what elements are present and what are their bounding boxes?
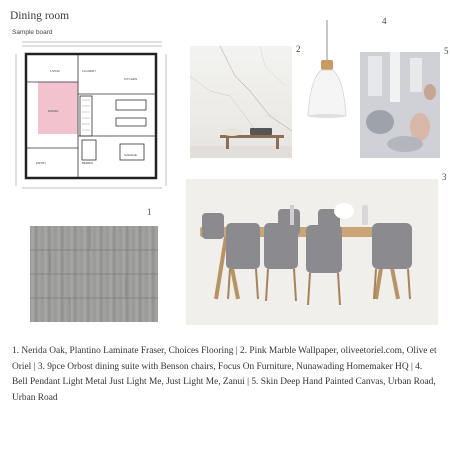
marble-wallpaper-image [190, 46, 292, 158]
bell-pendant-image [300, 20, 355, 130]
item-number-5: 5 [444, 46, 449, 56]
board-title: Dining room [10, 10, 70, 22]
canvas-artwork-image [360, 52, 440, 158]
floor-plan [12, 36, 170, 194]
plan-label-laundry: LAUNDRY [82, 69, 97, 73]
item-number-3: 3 [442, 172, 447, 182]
plan-label-kitchen: KITCHEN [124, 77, 138, 81]
canvas-painting [360, 52, 440, 158]
product-caption: 1. Nerida Oak, Plantino Laminate Fraser, Choices Flooring | 2. Pink Marble Wallpaper, oliveetoriel.com, Olive et Oriel | 3. 9pce Orbost dining suite with Benson chairs, Focus On Furniture, Nunawading Homemaker HQ | 4. Bell Pendant Light Metal Just Light Me, Just Light Me, Zanui | 5. Skin Deep Hand Painted Canvas, Urban Road, Urban Road [12, 346, 437, 403]
plan-label-living: LIVING [50, 69, 60, 73]
plan-label-entry: ENTRY [36, 161, 47, 165]
plan-label-garage: GARAGE [124, 153, 137, 157]
plan-label-dining: DINING [48, 109, 59, 113]
floor-plan-drawing [12, 36, 170, 194]
item-number-4: 4 [382, 16, 387, 26]
dining-highlight [38, 82, 78, 134]
dining-suite-scene [186, 179, 438, 325]
marble-scene [190, 46, 292, 158]
item-number-2: 2 [296, 44, 301, 54]
item-number-1: 1 [147, 207, 152, 217]
flooring-planks [30, 226, 158, 322]
dining-suite-image [186, 179, 438, 325]
pendant-drawing [300, 20, 355, 130]
board-subtitle: Sample board [12, 29, 53, 36]
timber-flooring-sample [30, 226, 158, 322]
plan-label-bedroom: BEDRM [82, 161, 93, 165]
